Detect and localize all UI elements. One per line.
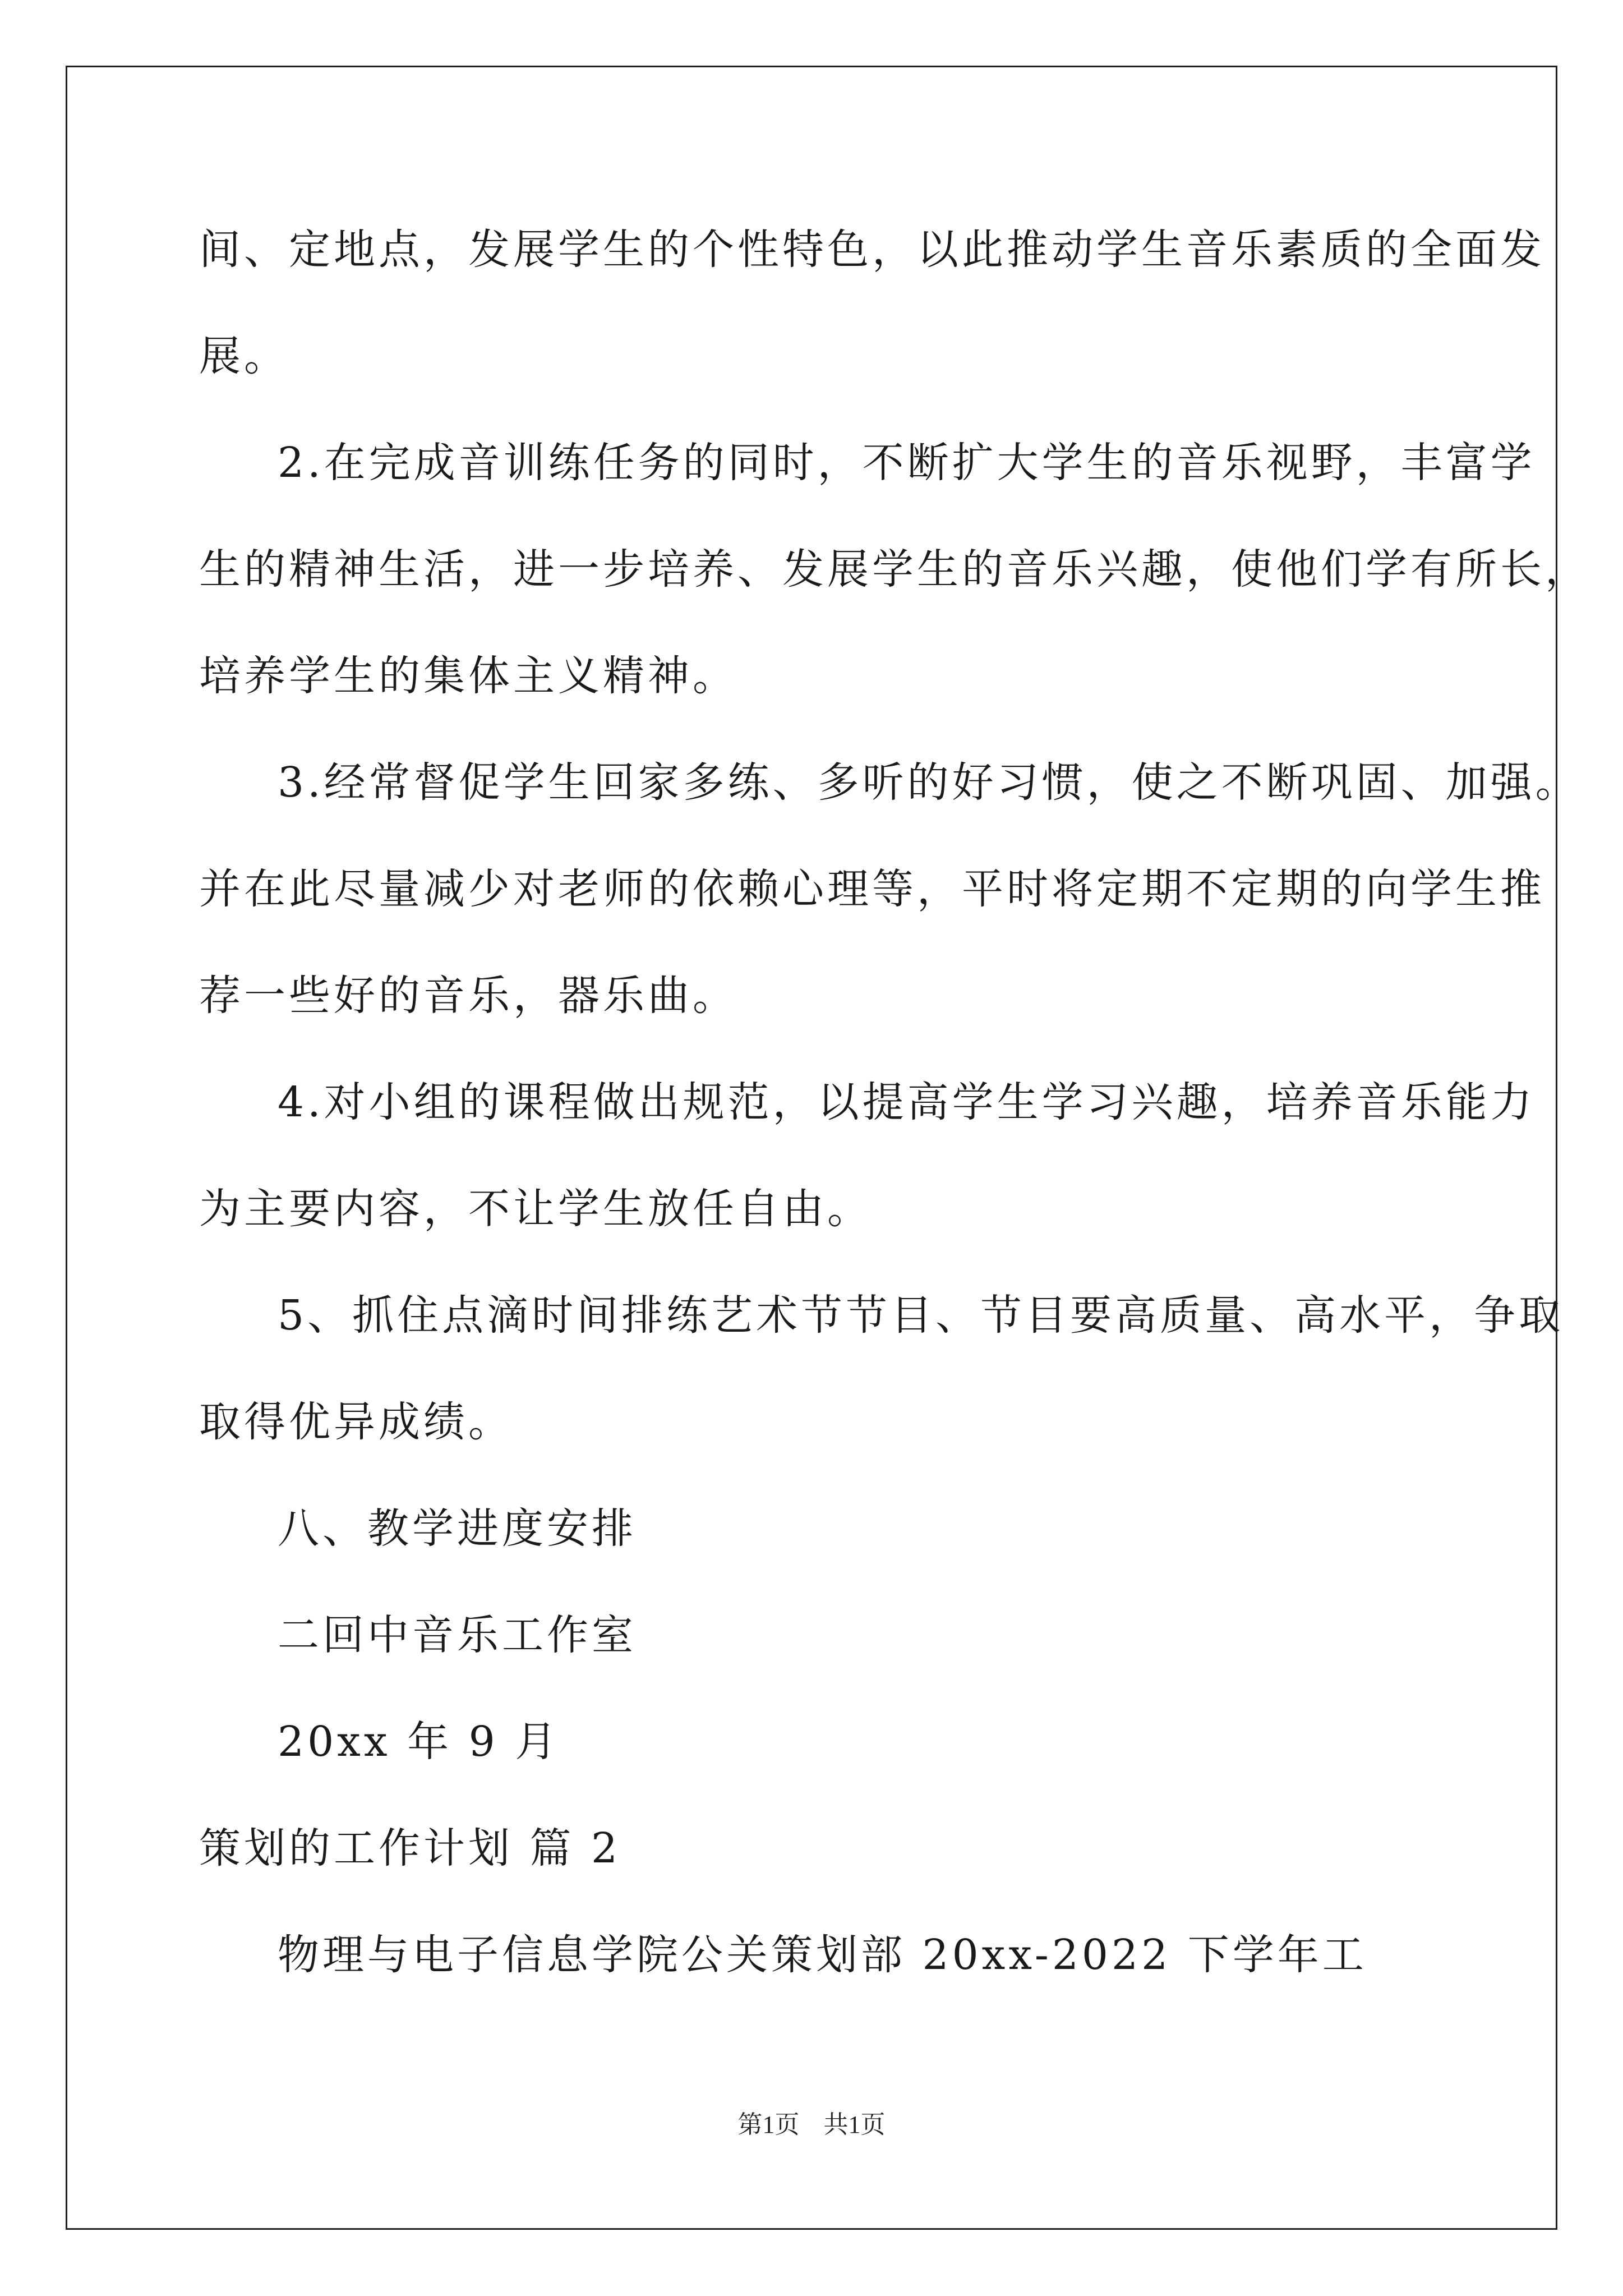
paragraph-line: 培养学生的集体主义精神。 xyxy=(199,652,737,700)
page-border xyxy=(66,66,1557,2230)
paragraph-line: 4.对小组的课程做出规范，以提高学生学习兴趣，培养音乐能力 xyxy=(278,1078,1536,1126)
date-line: 20xx 年 9 月 xyxy=(278,1718,560,1766)
paragraph-line: 荐一些好的音乐，器乐曲。 xyxy=(199,972,737,1020)
paragraph-line: 2.在完成音训练任务的同时，不断扩大学生的音乐视野，丰富学 xyxy=(278,439,1536,487)
paragraph-line: 并在此尽量减少对老师的依赖心理等，平时将定期不定期的向学生推 xyxy=(199,865,1545,913)
page-number: 第1页 xyxy=(737,2111,800,2138)
paragraph-line: 生的精神生活，进一步培养、发展学生的音乐兴趣，使他们学有所长， xyxy=(199,545,1590,593)
paragraph-line: 为主要内容，不让学生放任自由。 xyxy=(199,1185,872,1233)
paragraph-line: 5、抓住点滴时间排练艺术节节目、节目要高质量、高水平，争取 xyxy=(278,1291,1564,1340)
page-total: 共1页 xyxy=(823,2111,886,2138)
paragraph-line: 物理与电子信息学院公关策划部 20xx-2022 下学年工 xyxy=(278,1931,1367,1979)
paragraph-line: 取得优异成绩。 xyxy=(199,1398,513,1446)
paragraph-line: 3.经常督促学生回家多练、多听的好习惯，使之不断巩固、加强。 xyxy=(278,758,1580,807)
paragraph-line: 展。 xyxy=(199,332,289,380)
article-title: 策划的工作计划 篇 2 xyxy=(199,1824,621,1872)
organization-name: 二回中音乐工作室 xyxy=(278,1611,637,1659)
page-footer xyxy=(0,2108,1623,2142)
section-heading: 八、教学进度安排 xyxy=(278,1504,637,1553)
paragraph-line: 间、定地点，发展学生的个性特色，以此推动学生音乐素质的全面发 xyxy=(199,226,1545,274)
